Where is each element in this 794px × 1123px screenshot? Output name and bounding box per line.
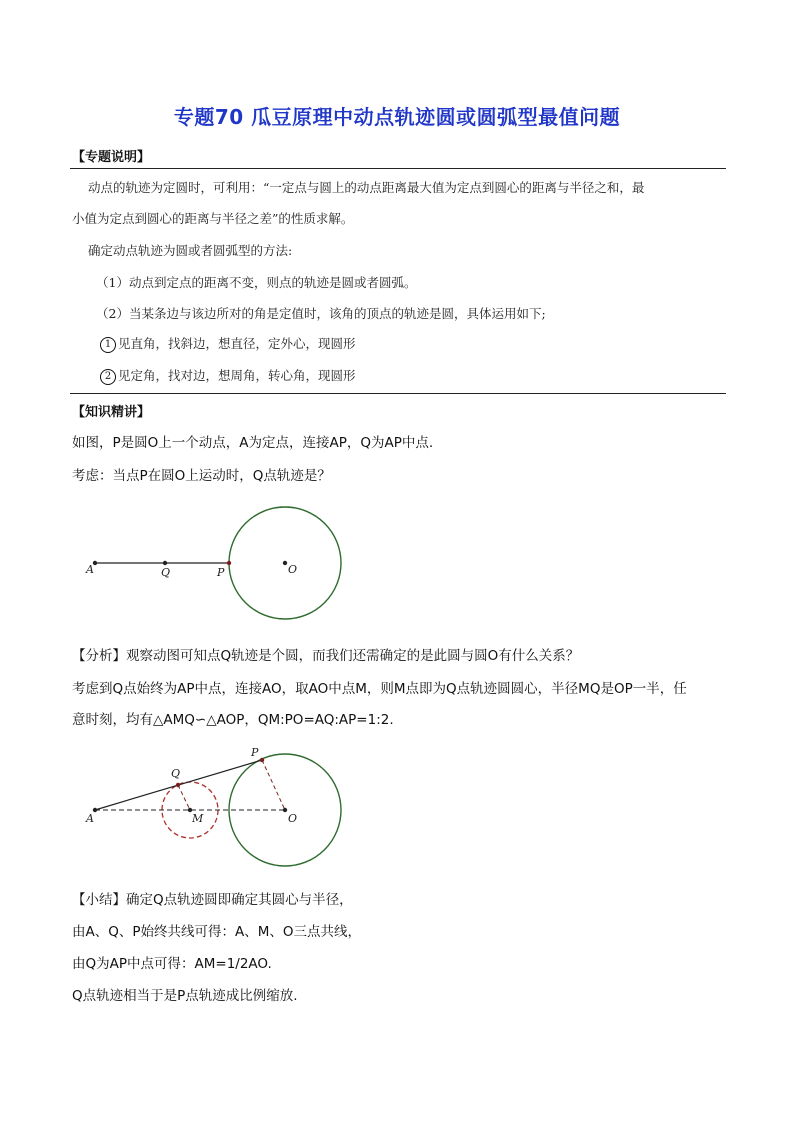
paragraph-line: 确定动点轨迹为圆或者圆弧型的方法:: [88, 243, 293, 258]
section-heading-knowledge: 【知识精讲】: [72, 405, 151, 420]
label-q: Q: [171, 767, 181, 780]
point-q: [176, 783, 180, 787]
text-line: 如图，P是圆O上一个动点，A为定点，连接AP，Q为AP中点.: [72, 435, 434, 451]
label-m: M: [192, 812, 204, 825]
point-p: [227, 561, 231, 565]
paragraph-line: 动点的轨迹为定圆时，可利用：“一定点与圆上的动点距离最大值为定点到圆心的距离与半径之和，最: [88, 180, 645, 195]
label-p: P: [217, 566, 225, 579]
page-title: 专题70 瓜豆原理中动点轨迹圆或圆弧型最值问题: [173, 105, 621, 129]
segment-mq: [178, 785, 190, 810]
text-line: 由Q为AP中点可得：AM=1/2AO.: [72, 956, 272, 972]
divider-bottom: [70, 393, 726, 394]
point-o: [283, 808, 287, 812]
label-p: P: [251, 746, 259, 759]
point-o: [283, 561, 287, 565]
divider-top: [70, 168, 726, 169]
paragraph-line: 小值为定点到圆心的距离与半径之差”的性质求解。: [72, 211, 354, 226]
list-item: （1）动点到定点的距离不变，则点的轨迹是圆或者圆弧。: [96, 275, 417, 290]
list-item: [100, 368, 356, 385]
label-a: A: [86, 563, 94, 576]
segment-op: [262, 760, 285, 810]
text-line: 【小结】确定Q点轨迹圆即确定其圆心与半径，: [72, 892, 353, 908]
figure-2: [0, 740, 794, 880]
text-line: Q点轨迹相当于是P点轨迹成比例缩放.: [72, 988, 298, 1004]
figure-1: [0, 495, 794, 625]
list-item: [100, 336, 356, 353]
text-line: 【分析】观察动图可知点Q轨迹是个圆，而我们还需确定的是此圆与圆O有什么关系？: [72, 648, 580, 664]
point-q: [163, 561, 167, 565]
section-heading-topic: 【专题说明】: [72, 150, 151, 165]
circled-number: 2: [100, 369, 116, 385]
text-line: 考虑到Q点始终为AP中点，连接AO，取AO中点M，则M点即为Q点轨迹圆圆心，半径MQ是OP一半，任: [72, 681, 687, 697]
label-o: O: [288, 812, 298, 825]
circled-number: 1: [100, 337, 116, 353]
list-item: （2）当某条边与该边所对的角是定值时，该角的顶点的轨迹是圆，具体运用如下;: [96, 306, 546, 321]
point-p: [260, 758, 264, 762]
text-line: 由A、Q、P始终共线可得：A、M、O三点共线，: [72, 924, 362, 940]
label-q: Q: [161, 566, 171, 579]
text-line: 意时刻，均有△AMQ∽△AOP，QM:PO=AQ:AP=1:2.: [72, 712, 394, 728]
label-o: O: [288, 563, 298, 576]
text-line: 考虑：当点P在圆O上运动时，Q点轨迹是？: [72, 468, 331, 484]
list-item-text: 见直角，找斜边，想直径，定外心，现圆形: [118, 336, 356, 351]
label-a: A: [86, 812, 94, 825]
list-item-text: 见定角，找对边，想周角，转心角，现圆形: [118, 368, 356, 383]
